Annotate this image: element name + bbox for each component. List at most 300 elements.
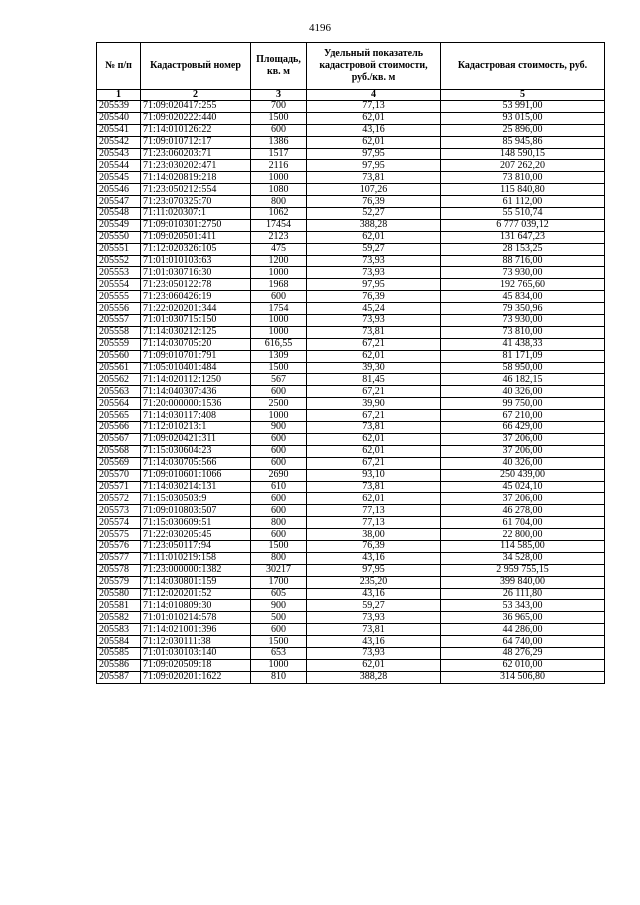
- cadastral-value-cell: 61 704,00: [441, 517, 605, 529]
- table-row: [97, 208, 605, 220]
- cadastral-number-cell: 71:11:010219:158: [141, 552, 251, 564]
- area-cell: 30217: [251, 564, 307, 576]
- cadastral-value-cell: 250 439,00: [441, 469, 605, 481]
- header-area: Площадь, кв. м: [251, 43, 307, 90]
- area-cell: 1517: [251, 148, 307, 160]
- cadastral-number-cell: 71:14:021001:396: [141, 624, 251, 636]
- table-row: [97, 600, 605, 612]
- cadastral-value-cell: 40 326,00: [441, 386, 605, 398]
- row-number-cell: 205581: [97, 600, 141, 612]
- cadastral-number-cell: 71:09:010301:2750: [141, 219, 251, 231]
- table-row: [97, 196, 605, 208]
- row-number-cell: 205575: [97, 529, 141, 541]
- cadastral-number-cell: 71:09:020501:411: [141, 231, 251, 243]
- cadastral-value-cell: 88 716,00: [441, 255, 605, 267]
- table-row: [97, 291, 605, 303]
- unit-value-cell: 45,24: [307, 303, 441, 315]
- cadastral-value-cell: 66 429,00: [441, 422, 605, 434]
- row-number-cell: 205556: [97, 303, 141, 315]
- table-row: [97, 588, 605, 600]
- unit-value-cell: 73,81: [307, 481, 441, 493]
- table-row: [97, 505, 605, 517]
- header-cadastral-value: Кадастровая стоимость, руб.: [441, 43, 605, 90]
- unit-value-cell: 62,01: [307, 433, 441, 445]
- unit-value-cell: 388,28: [307, 219, 441, 231]
- table-row: [97, 659, 605, 671]
- cadastral-value-cell: 399 840,00: [441, 576, 605, 588]
- table-row: [97, 445, 605, 457]
- area-cell: 567: [251, 374, 307, 386]
- cadastral-number-cell: 71:12:020326:105: [141, 243, 251, 255]
- cadastral-number-cell: 71:14:030801:159: [141, 576, 251, 588]
- area-cell: 2500: [251, 398, 307, 410]
- cadastral-number-cell: 71:22:020201:344: [141, 303, 251, 315]
- row-number-cell: 205548: [97, 208, 141, 220]
- unit-value-cell: 62,01: [307, 350, 441, 362]
- unit-value-cell: 73,81: [307, 422, 441, 434]
- table-row: [97, 422, 605, 434]
- table-row: [97, 148, 605, 160]
- row-number-cell: 205572: [97, 493, 141, 505]
- cadastral-number-cell: 71:09:020421:311: [141, 433, 251, 445]
- unit-value-cell: 73,81: [307, 326, 441, 338]
- cadastral-value-cell: 99 750,00: [441, 398, 605, 410]
- row-number-cell: 205552: [97, 255, 141, 267]
- table-row: [97, 219, 605, 231]
- table-row: [97, 457, 605, 469]
- unit-value-cell: 107,26: [307, 184, 441, 196]
- cadastral-value-cell: 40 326,00: [441, 457, 605, 469]
- row-number-cell: 205553: [97, 267, 141, 279]
- area-cell: 17454: [251, 219, 307, 231]
- row-number-cell: 205557: [97, 315, 141, 327]
- cadastral-value-cell: 45 024,10: [441, 481, 605, 493]
- area-cell: 1000: [251, 326, 307, 338]
- cadastral-value-cell: 192 765,60: [441, 279, 605, 291]
- area-cell: 1000: [251, 659, 307, 671]
- cadastral-value-cell: 73 810,00: [441, 326, 605, 338]
- cadastral-number-cell: 71:14:010809:30: [141, 600, 251, 612]
- cadastral-value-cell: 46 182,15: [441, 374, 605, 386]
- area-cell: 600: [251, 124, 307, 136]
- column-number-row: [97, 90, 605, 101]
- row-number-cell: 205561: [97, 362, 141, 374]
- header-cadastral-number: Кадастровый номер: [141, 43, 251, 90]
- cadastral-number-cell: 71:14:040307:436: [141, 386, 251, 398]
- row-number-cell: 205567: [97, 433, 141, 445]
- row-number-cell: 205564: [97, 398, 141, 410]
- cadastral-number-cell: 71:23:070325:70: [141, 196, 251, 208]
- cadastral-number-cell: 71:12:010213:1: [141, 422, 251, 434]
- row-number-cell: 205562: [97, 374, 141, 386]
- cadastral-number-cell: 71:11:020307:1: [141, 208, 251, 220]
- area-cell: 600: [251, 493, 307, 505]
- table-row: [97, 101, 605, 113]
- area-cell: 1386: [251, 136, 307, 148]
- area-cell: 810: [251, 671, 307, 683]
- row-number-cell: 205568: [97, 445, 141, 457]
- unit-value-cell: 97,95: [307, 279, 441, 291]
- cadastral-number-cell: 71:14:030212:125: [141, 326, 251, 338]
- cadastral-number-cell: 71:14:020112:1250: [141, 374, 251, 386]
- area-cell: 600: [251, 386, 307, 398]
- header-row-number: № п/п: [97, 43, 141, 90]
- row-number-cell: 205539: [97, 101, 141, 113]
- table-row: [97, 612, 605, 624]
- unit-value-cell: 77,13: [307, 101, 441, 113]
- cadastral-value-cell: 37 206,00: [441, 433, 605, 445]
- cadastral-number-cell: 71:23:050117:94: [141, 540, 251, 552]
- unit-value-cell: 97,95: [307, 160, 441, 172]
- area-cell: 1000: [251, 315, 307, 327]
- cadastral-value-cell: 73 930,00: [441, 315, 605, 327]
- unit-value-cell: 93,10: [307, 469, 441, 481]
- area-cell: 616,55: [251, 338, 307, 350]
- area-cell: 1309: [251, 350, 307, 362]
- table-row: [97, 671, 605, 683]
- area-cell: 600: [251, 505, 307, 517]
- cadastral-value-cell: 58 950,00: [441, 362, 605, 374]
- unit-value-cell: 59,27: [307, 243, 441, 255]
- area-cell: 2116: [251, 160, 307, 172]
- area-cell: 600: [251, 457, 307, 469]
- row-number-cell: 205560: [97, 350, 141, 362]
- unit-value-cell: 39,30: [307, 362, 441, 374]
- cadastral-number-cell: 71:15:030609:51: [141, 517, 251, 529]
- cadastral-value-cell: 67 210,00: [441, 410, 605, 422]
- table-row: [97, 136, 605, 148]
- cadastral-number-cell: 71:09:020509:18: [141, 659, 251, 671]
- cadastral-value-cell: 114 585,00: [441, 540, 605, 552]
- unit-value-cell: 67,21: [307, 457, 441, 469]
- cadastral-value-cell: 148 590,15: [441, 148, 605, 160]
- area-cell: 1080: [251, 184, 307, 196]
- row-number-cell: 205543: [97, 148, 141, 160]
- row-number-cell: 205555: [97, 291, 141, 303]
- cadastral-number-cell: 71:14:030705:20: [141, 338, 251, 350]
- row-number-cell: 205550: [97, 231, 141, 243]
- row-number-cell: 205582: [97, 612, 141, 624]
- area-cell: 2690: [251, 469, 307, 481]
- cadastral-number-cell: 71:09:020417:255: [141, 101, 251, 113]
- row-number-cell: 205569: [97, 457, 141, 469]
- unit-value-cell: 39,90: [307, 398, 441, 410]
- unit-value-cell: 73,93: [307, 612, 441, 624]
- row-number-cell: 205545: [97, 172, 141, 184]
- cadastral-value-cell: 64 740,00: [441, 636, 605, 648]
- area-cell: 1500: [251, 540, 307, 552]
- row-number-cell: 205563: [97, 386, 141, 398]
- cadastral-value-table: [96, 42, 605, 684]
- row-number-cell: 205540: [97, 112, 141, 124]
- table-row: [97, 243, 605, 255]
- table-row: [97, 386, 605, 398]
- unit-value-cell: 73,93: [307, 267, 441, 279]
- cadastral-number-cell: 71:23:000000:1382: [141, 564, 251, 576]
- cadastral-value-cell: 207 262,20: [441, 160, 605, 172]
- column-number: 3: [251, 90, 307, 101]
- row-number-cell: 205558: [97, 326, 141, 338]
- row-number-cell: 205579: [97, 576, 141, 588]
- cadastral-value-cell: 37 206,00: [441, 445, 605, 457]
- area-cell: 1500: [251, 362, 307, 374]
- area-cell: 1062: [251, 208, 307, 220]
- table-row: [97, 576, 605, 588]
- row-number-cell: 205541: [97, 124, 141, 136]
- cadastral-number-cell: 71:09:010803:507: [141, 505, 251, 517]
- cadastral-value-cell: 45 834,00: [441, 291, 605, 303]
- table-row: [97, 636, 605, 648]
- cadastral-value-cell: 41 438,33: [441, 338, 605, 350]
- cadastral-value-cell: 2 959 755,15: [441, 564, 605, 576]
- area-cell: 1000: [251, 172, 307, 184]
- cadastral-value-cell: 53 991,00: [441, 101, 605, 113]
- cadastral-number-cell: 71:09:010701:791: [141, 350, 251, 362]
- cadastral-value-cell: 34 528,00: [441, 552, 605, 564]
- unit-value-cell: 52,27: [307, 208, 441, 220]
- cadastral-value-cell: 28 153,25: [441, 243, 605, 255]
- cadastral-number-cell: 71:14:010126:22: [141, 124, 251, 136]
- row-number-cell: 205570: [97, 469, 141, 481]
- table-row: [97, 350, 605, 362]
- area-cell: 800: [251, 552, 307, 564]
- cadastral-value-cell: 48 276,29: [441, 647, 605, 659]
- cadastral-number-cell: 71:09:010712:17: [141, 136, 251, 148]
- area-cell: 700: [251, 101, 307, 113]
- cadastral-value-cell: 61 112,00: [441, 196, 605, 208]
- cadastral-value-cell: 25 896,00: [441, 124, 605, 136]
- table-row: [97, 469, 605, 481]
- cadastral-number-cell: 71:14:030214:131: [141, 481, 251, 493]
- row-number-cell: 205559: [97, 338, 141, 350]
- cadastral-number-cell: 71:09:020201:1622: [141, 671, 251, 683]
- area-cell: 600: [251, 433, 307, 445]
- area-cell: 605: [251, 588, 307, 600]
- cadastral-number-cell: 71:23:050212:554: [141, 184, 251, 196]
- area-cell: 900: [251, 600, 307, 612]
- table-row: [97, 267, 605, 279]
- area-cell: 1000: [251, 410, 307, 422]
- cadastral-value-cell: 62 010,00: [441, 659, 605, 671]
- area-cell: 1968: [251, 279, 307, 291]
- cadastral-value-cell: 73 810,00: [441, 172, 605, 184]
- row-number-cell: 205577: [97, 552, 141, 564]
- table-row: [97, 315, 605, 327]
- cadastral-number-cell: 71:23:060203:71: [141, 148, 251, 160]
- table-row: [97, 231, 605, 243]
- row-number-cell: 205542: [97, 136, 141, 148]
- unit-value-cell: 73,93: [307, 647, 441, 659]
- cadastral-number-cell: 71:05:010401:484: [141, 362, 251, 374]
- row-number-cell: 205584: [97, 636, 141, 648]
- unit-value-cell: 235,20: [307, 576, 441, 588]
- unit-value-cell: 76,39: [307, 196, 441, 208]
- table-row: [97, 362, 605, 374]
- area-cell: 653: [251, 647, 307, 659]
- area-cell: 600: [251, 529, 307, 541]
- area-cell: 800: [251, 196, 307, 208]
- table-header-row: [97, 43, 605, 90]
- area-cell: 1500: [251, 636, 307, 648]
- row-number-cell: 205587: [97, 671, 141, 683]
- row-number-cell: 205554: [97, 279, 141, 291]
- row-number-cell: 205566: [97, 422, 141, 434]
- unit-value-cell: 62,01: [307, 445, 441, 457]
- cadastral-number-cell: 71:23:030202:471: [141, 160, 251, 172]
- cadastral-number-cell: 71:15:030604:23: [141, 445, 251, 457]
- unit-value-cell: 62,01: [307, 136, 441, 148]
- area-cell: 500: [251, 612, 307, 624]
- unit-value-cell: 43,16: [307, 552, 441, 564]
- unit-value-cell: 62,01: [307, 112, 441, 124]
- cadastral-value-cell: 22 800,00: [441, 529, 605, 541]
- row-number-cell: 205565: [97, 410, 141, 422]
- unit-value-cell: 59,27: [307, 600, 441, 612]
- unit-value-cell: 62,01: [307, 231, 441, 243]
- table-row: [97, 493, 605, 505]
- column-number: 2: [141, 90, 251, 101]
- cadastral-value-cell: 53 343,00: [441, 600, 605, 612]
- row-number-cell: 205544: [97, 160, 141, 172]
- table-row: [97, 433, 605, 445]
- cadastral-value-cell: 93 015,00: [441, 112, 605, 124]
- cadastral-value-cell: 26 111,80: [441, 588, 605, 600]
- cadastral-number-cell: 71:01:010103:63: [141, 255, 251, 267]
- area-cell: 1000: [251, 267, 307, 279]
- unit-value-cell: 43,16: [307, 588, 441, 600]
- cadastral-number-cell: 71:14:030117:408: [141, 410, 251, 422]
- table-row: [97, 517, 605, 529]
- cadastral-number-cell: 71:01:030715:150: [141, 315, 251, 327]
- page-number: 4196: [309, 22, 331, 34]
- row-number-cell: 205578: [97, 564, 141, 576]
- table-row: [97, 326, 605, 338]
- table-row: [97, 112, 605, 124]
- area-cell: 1700: [251, 576, 307, 588]
- unit-value-cell: 97,95: [307, 564, 441, 576]
- unit-value-cell: 43,16: [307, 124, 441, 136]
- row-number-cell: 205551: [97, 243, 141, 255]
- cadastral-value-cell: 44 286,00: [441, 624, 605, 636]
- row-number-cell: 205576: [97, 540, 141, 552]
- table-row: [97, 529, 605, 541]
- unit-value-cell: 43,16: [307, 636, 441, 648]
- table-row: [97, 279, 605, 291]
- table-row: [97, 184, 605, 196]
- unit-value-cell: 81,45: [307, 374, 441, 386]
- cadastral-value-cell: 46 278,00: [441, 505, 605, 517]
- table-row: [97, 552, 605, 564]
- row-number-cell: 205583: [97, 624, 141, 636]
- cadastral-number-cell: 71:14:030705:566: [141, 457, 251, 469]
- table-row: [97, 624, 605, 636]
- column-number: 1: [97, 90, 141, 101]
- cadastral-number-cell: 71:14:020819:218: [141, 172, 251, 184]
- area-cell: 1500: [251, 112, 307, 124]
- table-body: [97, 101, 605, 684]
- unit-value-cell: 73,81: [307, 172, 441, 184]
- cadastral-number-cell: 71:15:030503:9: [141, 493, 251, 505]
- cadastral-value-cell: 314 506,80: [441, 671, 605, 683]
- cadastral-value-cell: 55 510,74: [441, 208, 605, 220]
- area-cell: 600: [251, 445, 307, 457]
- cadastral-number-cell: 71:09:010601:1066: [141, 469, 251, 481]
- area-cell: 1754: [251, 303, 307, 315]
- row-number-cell: 205585: [97, 647, 141, 659]
- cadastral-value-cell: 36 965,00: [441, 612, 605, 624]
- unit-value-cell: 73,93: [307, 315, 441, 327]
- unit-value-cell: 77,13: [307, 505, 441, 517]
- cadastral-number-cell: 71:23:050122:78: [141, 279, 251, 291]
- cadastral-value-cell: 81 171,09: [441, 350, 605, 362]
- table-row: [97, 647, 605, 659]
- unit-value-cell: 62,01: [307, 493, 441, 505]
- cadastral-value-cell: 131 647,23: [441, 231, 605, 243]
- column-number: 5: [441, 90, 605, 101]
- area-cell: 610: [251, 481, 307, 493]
- cadastral-number-cell: 71:01:010214:578: [141, 612, 251, 624]
- unit-value-cell: 73,81: [307, 624, 441, 636]
- cadastral-value-cell: 37 206,00: [441, 493, 605, 505]
- header-unit-value: Удельный показатель кадастровой стоимости, руб./кв. м: [307, 43, 441, 90]
- cadastral-number-cell: 71:12:020201:52: [141, 588, 251, 600]
- table-row: [97, 564, 605, 576]
- cadastral-number-cell: 71:23:060426:19: [141, 291, 251, 303]
- row-number-cell: 205574: [97, 517, 141, 529]
- unit-value-cell: 97,95: [307, 148, 441, 160]
- table-row: [97, 338, 605, 350]
- unit-value-cell: 67,21: [307, 386, 441, 398]
- table-row: [97, 398, 605, 410]
- table-row: [97, 172, 605, 184]
- row-number-cell: 205546: [97, 184, 141, 196]
- area-cell: 600: [251, 624, 307, 636]
- unit-value-cell: 77,13: [307, 517, 441, 529]
- area-cell: 900: [251, 422, 307, 434]
- cadastral-number-cell: 71:20:000000:1536: [141, 398, 251, 410]
- unit-value-cell: 67,21: [307, 338, 441, 350]
- row-number-cell: 205586: [97, 659, 141, 671]
- table-row: [97, 481, 605, 493]
- cadastral-value-cell: 115 840,80: [441, 184, 605, 196]
- cadastral-value-cell: 6 777 039,12: [441, 219, 605, 231]
- unit-value-cell: 76,39: [307, 291, 441, 303]
- cadastral-number-cell: 71:01:030716:30: [141, 267, 251, 279]
- unit-value-cell: 73,93: [307, 255, 441, 267]
- cadastral-value-cell: 79 350,96: [441, 303, 605, 315]
- column-number: 4: [307, 90, 441, 101]
- area-cell: 800: [251, 517, 307, 529]
- table-row: [97, 410, 605, 422]
- cadastral-value-cell: 73 930,00: [441, 267, 605, 279]
- unit-value-cell: 388,28: [307, 671, 441, 683]
- table-row: [97, 540, 605, 552]
- area-cell: 600: [251, 291, 307, 303]
- table-row: [97, 255, 605, 267]
- cadastral-value-cell: 85 945,86: [441, 136, 605, 148]
- row-number-cell: 205571: [97, 481, 141, 493]
- row-number-cell: 205573: [97, 505, 141, 517]
- unit-value-cell: 67,21: [307, 410, 441, 422]
- area-cell: 1200: [251, 255, 307, 267]
- table-row: [97, 374, 605, 386]
- cadastral-number-cell: 71:22:030205:45: [141, 529, 251, 541]
- row-number-cell: 205580: [97, 588, 141, 600]
- cadastral-number-cell: 71:01:030103:140: [141, 647, 251, 659]
- row-number-cell: 205549: [97, 219, 141, 231]
- cadastral-number-cell: 71:12:030111:38: [141, 636, 251, 648]
- row-number-cell: 205547: [97, 196, 141, 208]
